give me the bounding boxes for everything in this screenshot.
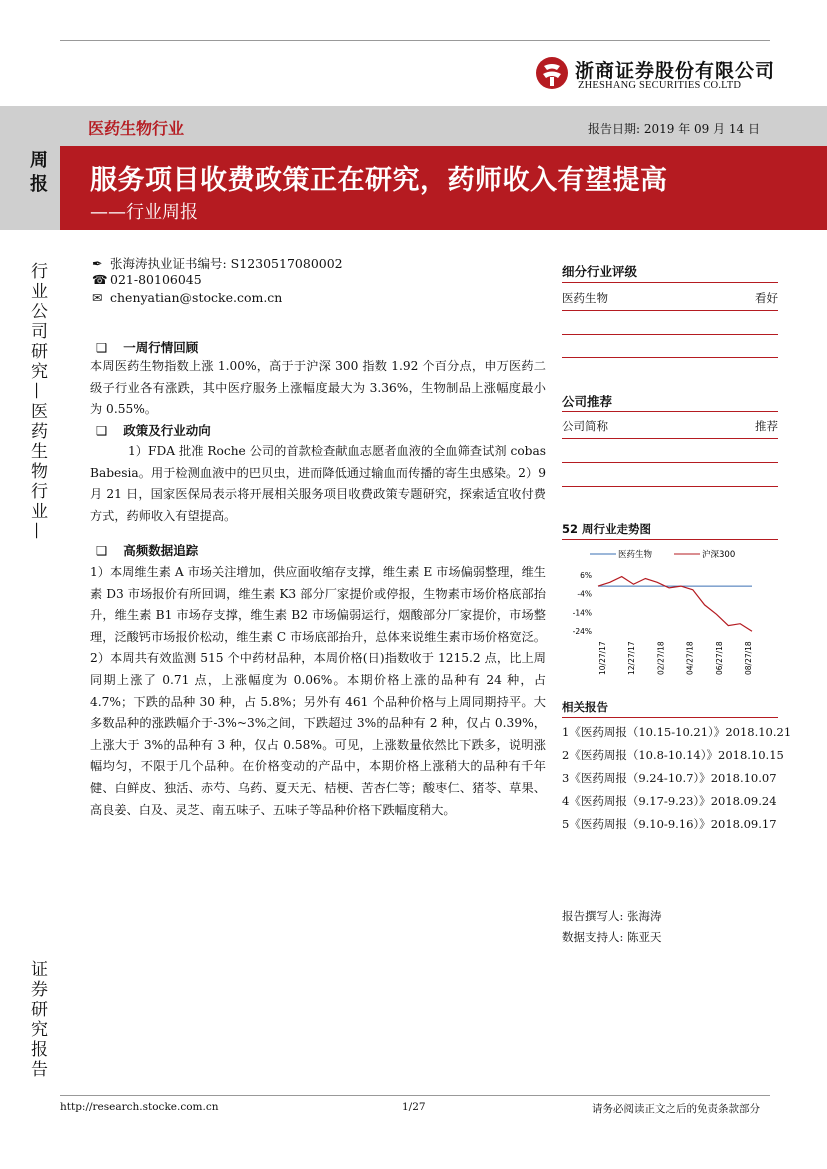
section-heading-market: ❑ 一周行情回顾 [96, 340, 199, 355]
section-heading-policy: ❑ 政策及行业动向 [96, 423, 211, 438]
mail-icon: ✉ [92, 290, 103, 305]
top-rule [60, 40, 770, 41]
related-heading: 相关报告 [562, 700, 608, 714]
x-tick-label: 04/27/18 [685, 641, 695, 675]
company-name-cn: 浙商证券股份有限公司 [575, 60, 776, 82]
side-vertical-top: 行业公司研究—医药生物行业— [27, 262, 47, 542]
contact-analyst: ✒ 张海涛执业证书编号: S1230517080002 [92, 256, 343, 271]
company-heading: 公司推荐 [562, 394, 613, 409]
related-report-item[interactable]: 5《医药周报（9.10-9.16）》2018.09.17 [562, 817, 777, 831]
page-number: 1/27 [402, 1101, 426, 1113]
side-vertical-bottom: 证券研究报告 [27, 960, 47, 1080]
pen-icon: ✒ [92, 256, 103, 271]
x-tick-label: 12/27/17 [627, 641, 637, 675]
x-tick-label: 10/27/17 [598, 641, 607, 675]
section-text-data: 1）本周维生素 A 市场关注增加，供应面收缩存支撑，维生素 E 市场偏弱整理，维生素 D3 市场报价有所回调，维生素 K3 部分厂家提价或停报，生物素市场价格底部抬升，维生素 B1 市场存支撑，维生素 B2 市场偏弱运行，烟酸部分厂家提价，市场整理，泛酸钙市场报价松动，维生素 C 市场底部抬升，总体来说维生素市场价格宽泛。2）本周共有效监测 515 个中药材品种，本周价格(日)指数收于 1215.2 点，比上周同期上涨了 0.71 点，上涨幅度为 0.06%。本期价格上涨的品种有 24 种，占 4.7%；下跌的品种 30 种，占 5.8%；另外有 461 个品种价格与上周同期持平。大多数品种的涨跌幅介于-3%~3%之间，下跌超过 3%的品种有 2 种，仅占 0.39%，上涨大于 3%的品种有 3 种，仅占 0.58%。可见，上涨数量依然比下跌多，说明涨幅均匀，不限于几个品种。在价格变动的产品中，本期价格上涨稍大的品种有千年健、白鲜皮、独活、赤芍、乌药、夏天无、桔梗、苦杏仁等；酸枣仁、猪苓、草果、高良姜、白及、灵芝、南五味子、五味子等品种价格下跌幅度稍大。 [90, 565, 546, 817]
y-tick-label: -14% [572, 608, 592, 618]
related-report-item[interactable]: 4《医药周报（9.17-9.23）》2018.09.24 [562, 794, 777, 808]
data-support: 数据支持人: 陈亚天 [562, 930, 662, 944]
chart-heading: 52 周行业走势图 [562, 522, 652, 536]
section-text-policy: 1）FDA 批准 Roche 公司的首款检查献血志愿者血液的全血筛查试剂 cobas Babesia。用于检测血液中的巴贝虫，进而降低通过输血而传播的寄生虫感染。2）9 月 21 日，国家医保局表示将开展相关服务项目收费政策专题研究，探索适宜收付费方式，药师收入有望提高。 [90, 444, 546, 523]
footer-disclaimer: 请务必阅读正文之后的免责条款部分 [592, 1103, 760, 1115]
rating-row-rule [562, 310, 778, 311]
related-report-item[interactable]: 2《医药周报（10.8-10.14）》2018.10.15 [562, 748, 784, 762]
chart-rule [562, 539, 778, 540]
rating-row: 医药生物 看好 [562, 291, 778, 305]
company-name-en: ZHESHANG SECURITIES CO.LTD [578, 80, 742, 91]
y-tick-label: -4% [577, 589, 592, 599]
x-tick-label: 08/27/18 [744, 641, 753, 675]
x-tick-label: 02/27/18 [656, 641, 666, 675]
legend-label-pharma: 医药生物 [618, 550, 653, 560]
rating-row-rule [562, 357, 778, 358]
report-date: 报告日期: 2019 年 09 月 14 日 [588, 122, 761, 136]
page-title: 服务项目收费政策正在研究，药师收入有望提高 [90, 165, 668, 196]
related-report-item[interactable]: 1《医药周报（10.15-10.21）》2018.10.21 [562, 725, 792, 739]
legend-label-csi300: 沪深300 [702, 550, 736, 560]
series-line-csi300 [598, 577, 752, 632]
phone-icon: ☎ [92, 272, 108, 287]
company-row-rule [562, 486, 778, 487]
trend-chart [562, 543, 778, 683]
section-text-market: 本周医药生物指数上涨 1.00%，高于于沪深 300 指数 1.92 个百分点，申万医药二级子行业各有涨跌，其中医疗服务上涨幅度最大为 3.36%，生物制品上涨幅度最小为 0.55%。 [90, 359, 546, 417]
rating-rule [562, 282, 778, 283]
report-type-vertical: 周报 [27, 150, 48, 198]
report-writer: 报告撰写人: 张海涛 [562, 909, 662, 923]
company-row-rule [562, 438, 778, 439]
footer-rule [60, 1095, 770, 1096]
related-report-item[interactable]: 3《医药周报（9.24-10.7）》2018.10.07 [562, 771, 777, 785]
y-tick-label: 6% [580, 570, 592, 580]
company-rule [562, 411, 778, 412]
contact-email[interactable]: ✉ chenyatian@stocke.com.cn [92, 290, 283, 305]
company-header-row: 公司简称 推荐 [562, 419, 778, 433]
rating-row-rule [562, 334, 778, 335]
company-logo-icon [535, 56, 569, 90]
contact-phone: ☎ 021-80106045 [92, 272, 202, 287]
x-tick-label: 06/27/18 [714, 641, 724, 675]
y-tick-label: -24% [572, 627, 592, 637]
section-heading-data: ❑ 高频数据追踪 [96, 543, 199, 558]
industry-label: 医药生物行业 [88, 119, 185, 138]
rating-heading: 细分行业评级 [562, 264, 638, 279]
related-rule [562, 717, 778, 718]
company-row-rule [562, 462, 778, 463]
footer-url[interactable]: http://research.stocke.com.cn [60, 1101, 219, 1113]
page-subtitle: ——行业周报 [90, 202, 198, 223]
